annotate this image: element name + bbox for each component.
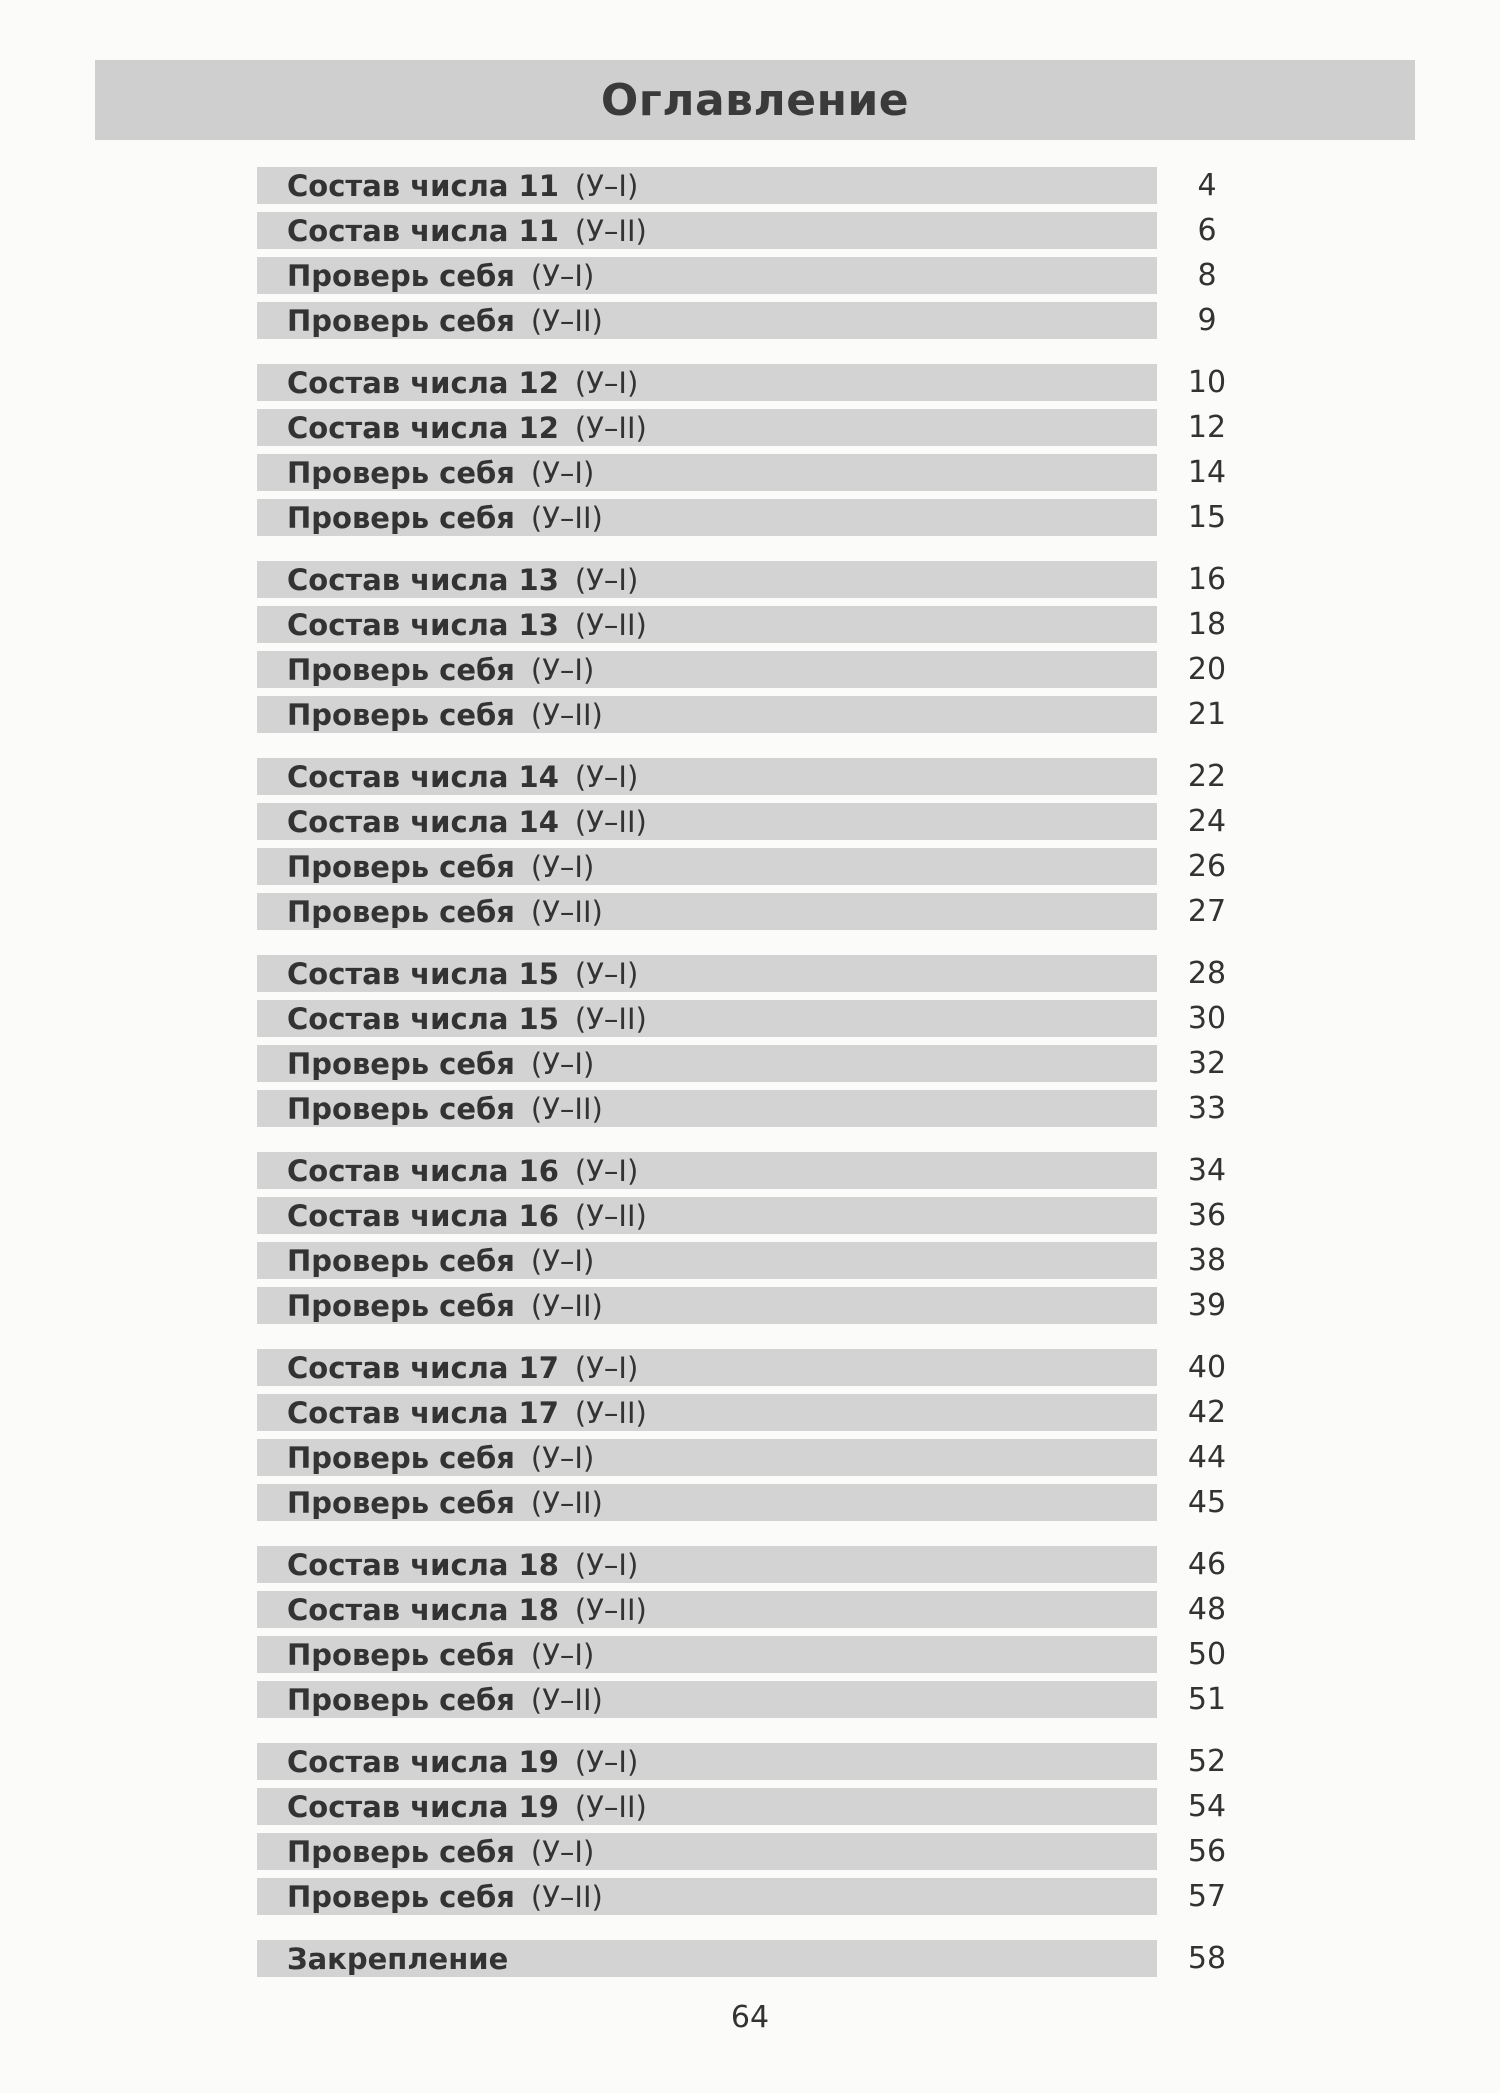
toc-entry-bar xyxy=(257,1045,1157,1082)
toc-entry-page-number: 27 xyxy=(1187,894,1227,929)
toc-entry xyxy=(257,1936,1257,1981)
toc-entry-label: Состав числа 19 xyxy=(287,1744,559,1779)
toc-entry-bar xyxy=(257,1152,1157,1189)
toc-entry-variant: (У–II) xyxy=(530,894,603,929)
toc-entry-variant: (У–II) xyxy=(530,1879,603,1914)
toc-entry-label: Проверь себя xyxy=(287,1046,515,1081)
toc-entry-bar xyxy=(257,1090,1157,1127)
toc-entry-variant: (У–I) xyxy=(530,849,595,884)
toc-entry-variant: (У–I) xyxy=(574,168,639,203)
toc-entry-bar xyxy=(257,257,1157,294)
toc-entry xyxy=(257,754,1257,799)
toc-entry-label: Состав числа 12 xyxy=(287,410,559,445)
toc-entry-page-number: 32 xyxy=(1187,1046,1227,1081)
toc-entry-label: Состав числа 14 xyxy=(287,804,559,839)
toc-entry-variant: (У–II) xyxy=(530,1288,603,1323)
toc-entry-label: Состав числа 18 xyxy=(287,1547,559,1582)
toc-entry-bar xyxy=(257,409,1157,446)
toc-group xyxy=(257,1345,1257,1525)
toc-entry xyxy=(257,1480,1257,1525)
toc-entry xyxy=(257,557,1257,602)
toc-entry-page-number: 58 xyxy=(1187,1941,1227,1976)
toc-entry-page-number: 9 xyxy=(1197,303,1217,338)
toc-entry-page-number: 45 xyxy=(1187,1485,1227,1520)
toc-entry-bar xyxy=(257,1743,1157,1780)
toc-entry-label: Проверь себя xyxy=(287,894,515,929)
toc-entry-bar xyxy=(257,364,1157,401)
toc-entry-bar xyxy=(257,1439,1157,1476)
toc-entry xyxy=(257,844,1257,889)
toc-entry-bar xyxy=(257,1636,1157,1673)
toc-entry-page-number: 34 xyxy=(1187,1153,1227,1188)
toc-entry-variant: (У–II) xyxy=(530,1485,603,1520)
toc-entry-variant: (У–I) xyxy=(530,1440,595,1475)
toc-entry-page-number: 44 xyxy=(1187,1440,1227,1475)
toc-entry-variant: (У–II) xyxy=(530,1091,603,1126)
toc-entry-bar xyxy=(257,651,1157,688)
toc-entry-page-number: 12 xyxy=(1187,410,1227,445)
toc-entry-variant: (У–I) xyxy=(530,258,595,293)
toc-entry xyxy=(257,1148,1257,1193)
toc-entry-bar xyxy=(257,803,1157,840)
toc-entry-bar xyxy=(257,1591,1157,1628)
toc-entry xyxy=(257,1345,1257,1390)
toc-entry-label: Состав числа 16 xyxy=(287,1153,559,1188)
toc-entry-bar xyxy=(257,1197,1157,1234)
toc-entry-page-number: 40 xyxy=(1187,1350,1227,1385)
toc-entry-variant: (У–I) xyxy=(530,652,595,687)
toc-entry-bar xyxy=(257,1940,1157,1977)
toc-entry-bar xyxy=(257,1000,1157,1037)
toc-entry-label: Проверь себя xyxy=(287,455,515,490)
toc-entry-page-number: 18 xyxy=(1187,607,1227,642)
toc-entry-bar xyxy=(257,1349,1157,1386)
toc-entry-variant: (У–II) xyxy=(530,303,603,338)
toc-entry-label: Проверь себя xyxy=(287,1637,515,1672)
toc-entry-variant: (У–I) xyxy=(530,1046,595,1081)
toc-entry-page-number: 57 xyxy=(1187,1879,1227,1914)
toc-entry-label: Закрепление xyxy=(287,1941,509,1976)
toc-entry-bar xyxy=(257,302,1157,339)
toc-entry-page-number: 10 xyxy=(1187,365,1227,400)
toc-entry xyxy=(257,1086,1257,1131)
toc-entry xyxy=(257,889,1257,934)
toc-entry-bar xyxy=(257,561,1157,598)
toc-entry-variant: (У–II) xyxy=(530,1682,603,1717)
toc-entry xyxy=(257,1632,1257,1677)
toc-entry-variant: (У–I) xyxy=(574,365,639,400)
toc-entry-bar xyxy=(257,1394,1157,1431)
toc-entry-variant: (У–II) xyxy=(574,607,647,642)
toc-group xyxy=(257,557,1257,737)
toc-entry-label: Проверь себя xyxy=(287,1485,515,1520)
toc-entry xyxy=(257,692,1257,737)
toc-entry-variant: (У–I) xyxy=(574,1350,639,1385)
toc-entry-label: Проверь себя xyxy=(287,258,515,293)
toc-entry xyxy=(257,1874,1257,1919)
toc-entry-bar xyxy=(257,893,1157,930)
toc-entry-variant: (У–II) xyxy=(574,1198,647,1233)
toc-group xyxy=(257,1148,1257,1328)
toc-entry-label: Состав числа 17 xyxy=(287,1395,559,1430)
toc-entry xyxy=(257,1677,1257,1722)
toc-entry-label: Проверь себя xyxy=(287,500,515,535)
toc-entry-label: Состав числа 13 xyxy=(287,607,559,642)
table-of-contents xyxy=(257,163,1257,1998)
toc-entry-page-number: 48 xyxy=(1187,1592,1227,1627)
toc-entry-variant: (У–I) xyxy=(574,759,639,794)
toc-entry-label: Состав числа 19 xyxy=(287,1789,559,1824)
toc-entry-page-number: 42 xyxy=(1187,1395,1227,1430)
toc-entry-page-number: 30 xyxy=(1187,1001,1227,1036)
toc-entry-variant: (У–I) xyxy=(574,1153,639,1188)
toc-entry-page-number: 14 xyxy=(1187,455,1227,490)
toc-entry-variant: (У–II) xyxy=(574,1395,647,1430)
toc-entry-variant: (У–I) xyxy=(530,455,595,490)
toc-entry-bar xyxy=(257,1546,1157,1583)
toc-entry xyxy=(257,951,1257,996)
toc-entry-variant: (У–II) xyxy=(574,1592,647,1627)
toc-entry-bar xyxy=(257,1287,1157,1324)
toc-entry-label: Проверь себя xyxy=(287,1834,515,1869)
toc-entry-label: Состав числа 11 xyxy=(287,168,559,203)
toc-entry xyxy=(257,495,1257,540)
toc-entry-label: Проверь себя xyxy=(287,1288,515,1323)
toc-entry-variant: (У–II) xyxy=(574,1789,647,1824)
toc-entry-bar xyxy=(257,167,1157,204)
toc-entry-variant: (У–I) xyxy=(574,1744,639,1779)
toc-entry-label: Состав числа 15 xyxy=(287,956,559,991)
toc-entry xyxy=(257,1784,1257,1829)
toc-entry xyxy=(257,1193,1257,1238)
toc-entry xyxy=(257,1739,1257,1784)
toc-entry-label: Состав числа 16 xyxy=(287,1198,559,1233)
toc-entry-page-number: 4 xyxy=(1197,168,1217,203)
toc-entry-page-number: 54 xyxy=(1187,1789,1227,1824)
toc-entry-page-number: 24 xyxy=(1187,804,1227,839)
toc-entry-bar xyxy=(257,1788,1157,1825)
toc-group xyxy=(257,754,1257,934)
toc-entry-label: Состав числа 14 xyxy=(287,759,559,794)
toc-entry-label: Проверь себя xyxy=(287,1091,515,1126)
toc-entry-bar xyxy=(257,1484,1157,1521)
toc-entry-bar xyxy=(257,212,1157,249)
toc-entry-label: Проверь себя xyxy=(287,1879,515,1914)
toc-entry-variant: (У–I) xyxy=(574,562,639,597)
toc-entry-bar xyxy=(257,955,1157,992)
toc-entry xyxy=(257,450,1257,495)
toc-entry xyxy=(257,647,1257,692)
toc-entry xyxy=(257,208,1257,253)
toc-entry-page-number: 50 xyxy=(1187,1637,1227,1672)
toc-entry-variant: (У–II) xyxy=(574,1001,647,1036)
toc-entry-variant: (У–I) xyxy=(530,1834,595,1869)
toc-entry xyxy=(257,996,1257,1041)
toc-entry-label: Проверь себя xyxy=(287,1682,515,1717)
toc-entry xyxy=(257,799,1257,844)
toc-entry-label: Проверь себя xyxy=(287,652,515,687)
toc-entry-bar xyxy=(257,758,1157,795)
toc-entry xyxy=(257,405,1257,450)
toc-entry xyxy=(257,298,1257,343)
toc-entry xyxy=(257,1390,1257,1435)
toc-entry xyxy=(257,1238,1257,1283)
toc-entry-label: Состав числа 15 xyxy=(287,1001,559,1036)
toc-entry-label: Проверь себя xyxy=(287,1440,515,1475)
toc-entry-page-number: 38 xyxy=(1187,1243,1227,1278)
toc-entry-page-number: 6 xyxy=(1197,213,1217,248)
toc-entry-label: Состав числа 18 xyxy=(287,1592,559,1627)
toc-group xyxy=(257,360,1257,540)
toc-entry xyxy=(257,602,1257,647)
toc-entry-page-number: 16 xyxy=(1187,562,1227,597)
toc-entry-bar xyxy=(257,1878,1157,1915)
toc-entry-page-number: 20 xyxy=(1187,652,1227,687)
toc-entry xyxy=(257,1283,1257,1328)
toc-entry-bar xyxy=(257,1833,1157,1870)
toc-entry-page-number: 15 xyxy=(1187,500,1227,535)
toc-entry-bar xyxy=(257,1242,1157,1279)
toc-entry-variant: (У–I) xyxy=(530,1637,595,1672)
footer-page-number: 64 xyxy=(730,2000,770,2035)
toc-entry-page-number: 51 xyxy=(1187,1682,1227,1717)
toc-entry-page-number: 8 xyxy=(1197,258,1217,293)
toc-entry-variant: (У–II) xyxy=(574,213,647,248)
toc-entry-variant: (У–I) xyxy=(574,956,639,991)
toc-group xyxy=(257,951,1257,1131)
toc-entry-page-number: 26 xyxy=(1187,849,1227,884)
toc-entry-bar xyxy=(257,848,1157,885)
toc-entry-variant: (У–II) xyxy=(574,804,647,839)
toc-entry-page-number: 36 xyxy=(1187,1198,1227,1233)
toc-entry-label: Проверь себя xyxy=(287,303,515,338)
toc-entry xyxy=(257,1435,1257,1480)
toc-entry-variant: (У–I) xyxy=(574,1547,639,1582)
toc-entry-label: Состав числа 17 xyxy=(287,1350,559,1385)
toc-entry-variant: (У–II) xyxy=(574,410,647,445)
toc-entry xyxy=(257,1829,1257,1874)
toc-group xyxy=(257,1542,1257,1722)
toc-entry-label: Проверь себя xyxy=(287,849,515,884)
toc-entry-page-number: 39 xyxy=(1187,1288,1227,1323)
toc-entry-bar xyxy=(257,606,1157,643)
page-title: Оглавление xyxy=(600,74,910,126)
toc-entry-label: Состав числа 13 xyxy=(287,562,559,597)
toc-entry-variant: (У–II) xyxy=(530,697,603,732)
toc-entry-label: Состав числа 12 xyxy=(287,365,559,400)
toc-entry-page-number: 22 xyxy=(1187,759,1227,794)
toc-entry-label: Состав числа 11 xyxy=(287,213,559,248)
toc-entry-page-number: 33 xyxy=(1187,1091,1227,1126)
toc-entry-bar xyxy=(257,1681,1157,1718)
toc-entry xyxy=(257,1587,1257,1632)
toc-entry xyxy=(257,163,1257,208)
toc-entry xyxy=(257,360,1257,405)
toc-entry-variant: (У–I) xyxy=(530,1243,595,1278)
toc-entry-page-number: 52 xyxy=(1187,1744,1227,1779)
toc-group xyxy=(257,1936,1257,1981)
toc-entry-page-number: 56 xyxy=(1187,1834,1227,1869)
toc-entry-label: Проверь себя xyxy=(287,697,515,732)
toc-entry-label: Проверь себя xyxy=(287,1243,515,1278)
toc-group xyxy=(257,163,1257,343)
toc-group xyxy=(257,1739,1257,1919)
toc-entry xyxy=(257,253,1257,298)
toc-entry-page-number: 21 xyxy=(1187,697,1227,732)
toc-entry-bar xyxy=(257,454,1157,491)
toc-entry xyxy=(257,1542,1257,1587)
toc-entry-variant: (У–II) xyxy=(530,500,603,535)
title-bar xyxy=(95,60,1415,140)
toc-entry-bar xyxy=(257,696,1157,733)
toc-entry-bar xyxy=(257,499,1157,536)
toc-entry-page-number: 46 xyxy=(1187,1547,1227,1582)
toc-entry-page-number: 28 xyxy=(1187,956,1227,991)
toc-entry xyxy=(257,1041,1257,1086)
